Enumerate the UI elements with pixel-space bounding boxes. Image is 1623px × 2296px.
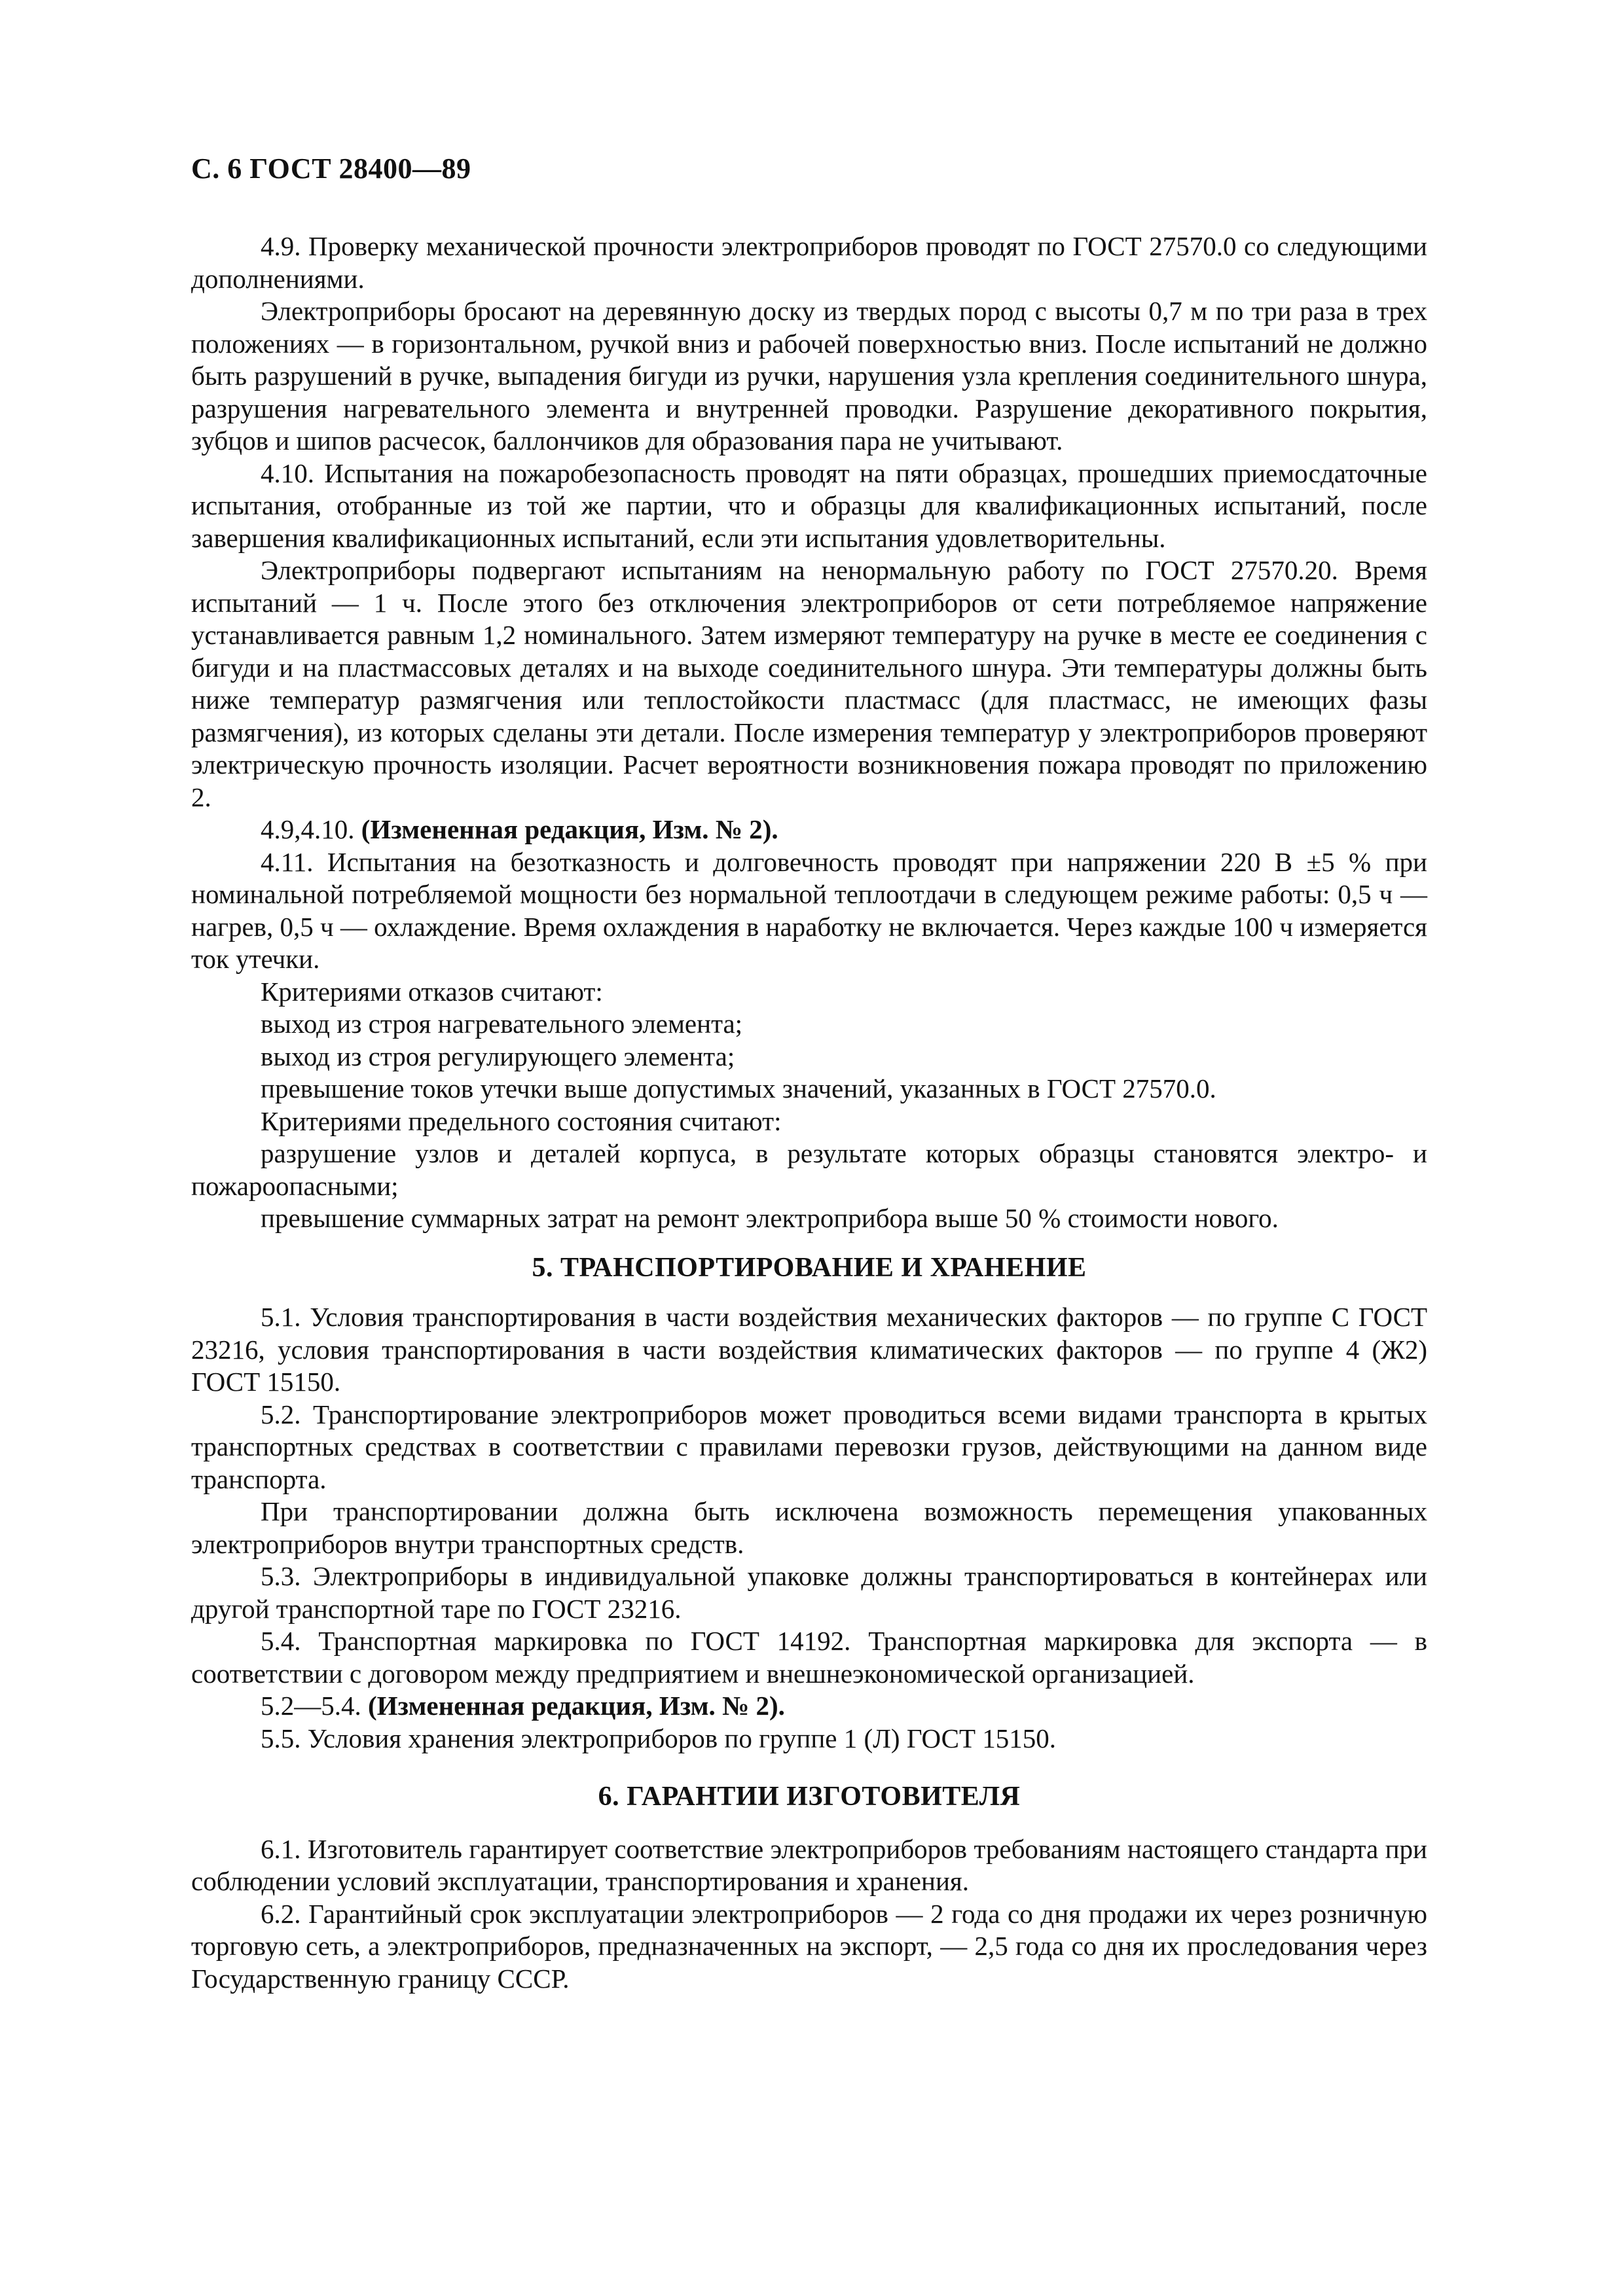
limit-criteria-intro: Критериями предельного состояния считают: <box>261 1105 782 1136</box>
paragraph-6-2: 6.2. Гарантийный срок эксплуатации электроприборов — 2 года со дня продажи их через розничную торговую сеть, а электроприборов, предназначенных на экспорт, — 2,5 года со дня их проследования через Государственную границу СССР. <box>191 1898 1427 1994</box>
paragraph-abnormal-operation: Электроприборы подвергают испытаниям на ненормальную работу по ГОСТ 27570.20. Время испытаний — 1 ч. После этого без отключения электроприборов от сети потребляемое напряжение устанавливается равным 1,2 номинального. Затем измеряют температуру на ручке в месте ее соединения с бигуди и на пластмассовых деталях и на выходе соединительного шнура. Эти температуры должны быть ниже температур размягчения или теплостойкости пластмасс (для пластмасс, не имеющих фазы размягчения), из которых сделаны эти детали. После измерения температур у электроприборов проверяют электрическую прочность изоляции. Расчет вероятности возникновения пожара проводят по приложению 2. <box>191 555 1427 812</box>
amendment-note-5-2-5-4 <box>191 1690 1427 1723</box>
paragraph-5-2: 5.2. Транспортирование электроприборов может проводиться всеми видами транспорта в крытых транспортных средствах в соответствии с правилами перевозки грузов, действующими на данном виде транспорта. <box>191 1399 1427 1494</box>
paragraph-drop-test: Электроприборы бросают на деревянную доску из твердых пород с высоты 0,7 м по три раза в трех положениях — в горизонтальном, ручкой вниз и рабочей поверхностью вниз. После испытаний не должно быть разрушений в ручке, выпадения бигуди из ручки, нарушения узла крепления соединительного шнура, разрушения нагревательного элемента и внутренней проводки. Разрушение декоративного покрытия, зубцов и шипов расчесок, баллончиков для образования пара не учитывают. <box>191 296 1427 456</box>
amendment-text: (Измененная редакция, Изм. № 2). <box>368 1691 785 1721</box>
paragraph-4-10: 4.10. Испытания на пожаробезопасность проводят на пяти образцах, прошедших приемосдаточные испытания, отобранные из той же партии, что и образцы для квалификационных испытаний, после завершения квалификационных испытаний, если эти испытания удовлетворительны. <box>191 457 1427 553</box>
limit-criterion-2: превышение суммарных затрат на ремонт электроприбора выше 50 % стоимости нового. <box>261 1203 1279 1233</box>
document-body <box>191 230 1427 1995</box>
paragraph-4-9: 4.9. Проверку механической прочности электроприборов проводят по ГОСТ 27570.0 со следующими дополнениями. <box>191 231 1427 294</box>
paragraph-5-3: 5.3. Электроприборы в индивидуальной упаковке должны транспортироваться в контейнерах или другой транспортной таре по ГОСТ 23216. <box>191 1561 1427 1624</box>
page-header: С. 6 ГОСТ 28400—89 <box>191 152 471 185</box>
paragraph-5-4: 5.4. Транспортная маркировка по ГОСТ 14192. Транспортная маркировка для экспорта — в соответствии с договором между предприятием и внешнеэкономической организацией. <box>191 1626 1427 1689</box>
section-5-heading: 5. ТРАНСПОРТИРОВАНИЕ И ХРАНЕНИЕ <box>532 1252 1087 1283</box>
amendment-clauses: 5.2—5.4. <box>261 1691 361 1721</box>
amendment-text: (Измененная редакция, Изм. № 2). <box>361 814 778 844</box>
paragraph-6-1: 6.1. Изготовитель гарантирует соответствие электроприборов требованиям настоящего стандарта при соблюдении условий эксплуатации, транспортирования и хранения. <box>191 1833 1427 1896</box>
failure-criterion-1: выход из строя нагревательного элемента; <box>261 1009 743 1039</box>
paragraph-5-2-continued: При транспортировании должна быть исключена возможность перемещения упакованных электроприборов внутри транспортных средств. <box>191 1496 1427 1559</box>
failure-criterion-3: превышение токов утечки выше допустимых значений, указанных в ГОСТ 27570.0. <box>261 1073 1216 1103</box>
section-6-heading: 6. ГАРАНТИИ ИЗГОТОВИТЕЛЯ <box>598 1782 1021 1812</box>
paragraph-5-5: 5.5. Условия хранения электроприборов по группе 1 (Л) ГОСТ 15150. <box>261 1723 1057 1753</box>
paragraph-4-11: 4.11. Испытания на безотказность и долговечность проводят при напряжении 220 В ±5 % при номинальной потребляемой мощности без нормальной теплоотдачи в следующем режиме работы: 0,5 ч — нагрев, 0,5 ч — охлаждение. Время охлаждения в наработку не включается. Через каждые 100 ч измеряется ток утечки. <box>191 846 1427 974</box>
failure-criterion-2: выход из строя регулирующего элемента; <box>261 1041 735 1071</box>
failure-criteria-intro: Критериями отказов считают: <box>261 976 603 1007</box>
paragraph-5-1: 5.1. Условия транспортирования в части воздействия механических факторов — по группе С ГОСТ 23216, условия транспортирования в части воздействия климатических факторов — по группе 4 (Ж2) ГОСТ 15150. <box>191 1302 1427 1397</box>
amendment-note-4-9-4-10 <box>191 814 1427 846</box>
amendment-clauses: 4.9,4.10. <box>261 814 355 844</box>
limit-criterion-1: разрушение узлов и деталей корпуса, в результате которых образцы становятся электро- и пожароопасными; <box>191 1138 1427 1201</box>
